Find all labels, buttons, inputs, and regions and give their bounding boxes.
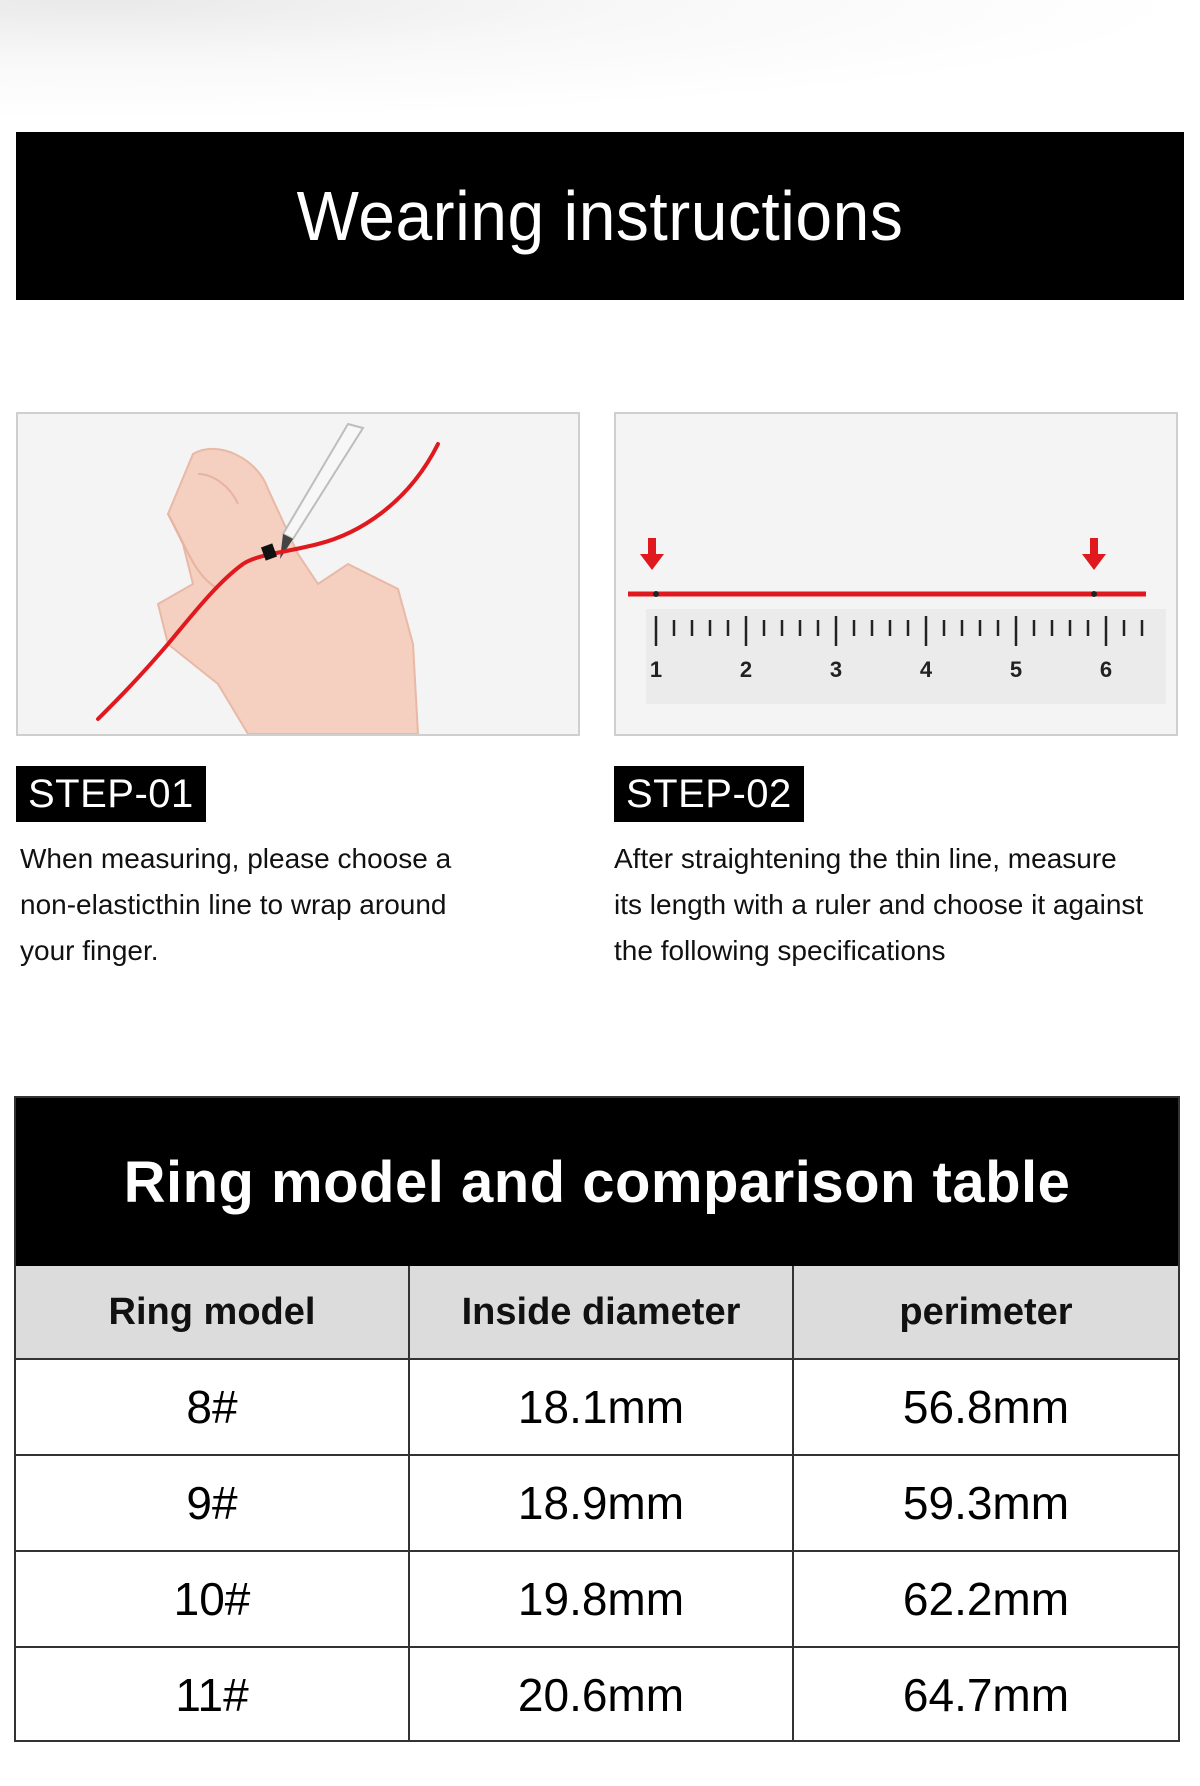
ruler-number: 6 — [1099, 657, 1113, 682]
hand-measuring-icon — [18, 414, 578, 734]
step-01-tag: STEP-01 — [16, 766, 206, 822]
step-02-illustration — [614, 412, 1178, 736]
step-02-line: After straightening the thin line, measure — [614, 843, 1117, 874]
ring-model-cell: 9# — [186, 1477, 238, 1529]
wearing-instructions-banner — [16, 132, 1184, 300]
step-01-line: your finger. — [20, 935, 159, 966]
table-row — [16, 1358, 1178, 1454]
step-01-line: When measuring, please choose a — [20, 843, 452, 874]
table-row — [16, 1646, 1178, 1742]
ring-model-cell: 10# — [173, 1573, 251, 1625]
step-02-tag: STEP-02 — [614, 766, 804, 822]
ring-model-cell: 8# — [186, 1381, 238, 1433]
ruler-number: 4 — [919, 657, 933, 682]
table-row — [16, 1550, 1178, 1646]
ruler-number: 1 — [649, 657, 663, 682]
top-background — [0, 0, 1200, 120]
perimeter-cell: 64.7mm — [792, 1648, 1178, 1742]
inside-diameter-cell: 18.1mm — [408, 1360, 792, 1454]
ruler-icon — [616, 414, 1176, 734]
step-02-line: the following specifications — [614, 935, 946, 966]
table-title: Ring model and comparison table — [16, 1098, 1178, 1266]
ruler-number: 5 — [1009, 657, 1023, 682]
table-row — [16, 1454, 1178, 1550]
step-01-description — [20, 836, 560, 974]
step-02-line: its length with a ruler and choose it against — [614, 889, 1144, 920]
inside-diameter-cell: 18.9mm — [408, 1456, 792, 1550]
perimeter-cell: 62.2mm — [792, 1552, 1178, 1646]
header-inside-diameter: Inside diameter — [408, 1266, 792, 1358]
ruler-number: 2 — [739, 657, 753, 682]
perimeter-cell: 59.3mm — [792, 1456, 1178, 1550]
header-perimeter: perimeter — [792, 1266, 1178, 1358]
inside-diameter-cell: 20.6mm — [408, 1648, 792, 1742]
table-header-row — [16, 1266, 1178, 1358]
step-01-illustration — [16, 412, 580, 736]
perimeter-cell: 56.8mm — [792, 1360, 1178, 1454]
banner-title: Wearing instructions — [296, 177, 904, 255]
step-01-line: non-elasticthin line to wrap around — [20, 889, 447, 920]
ruler-number: 3 — [829, 657, 843, 682]
header-ring-model: Ring model — [108, 1290, 316, 1333]
ring-model-cell: 11# — [175, 1669, 249, 1721]
step-02-description — [614, 836, 1194, 974]
inside-diameter-cell: 19.8mm — [408, 1552, 792, 1646]
ring-size-table — [14, 1096, 1180, 1742]
